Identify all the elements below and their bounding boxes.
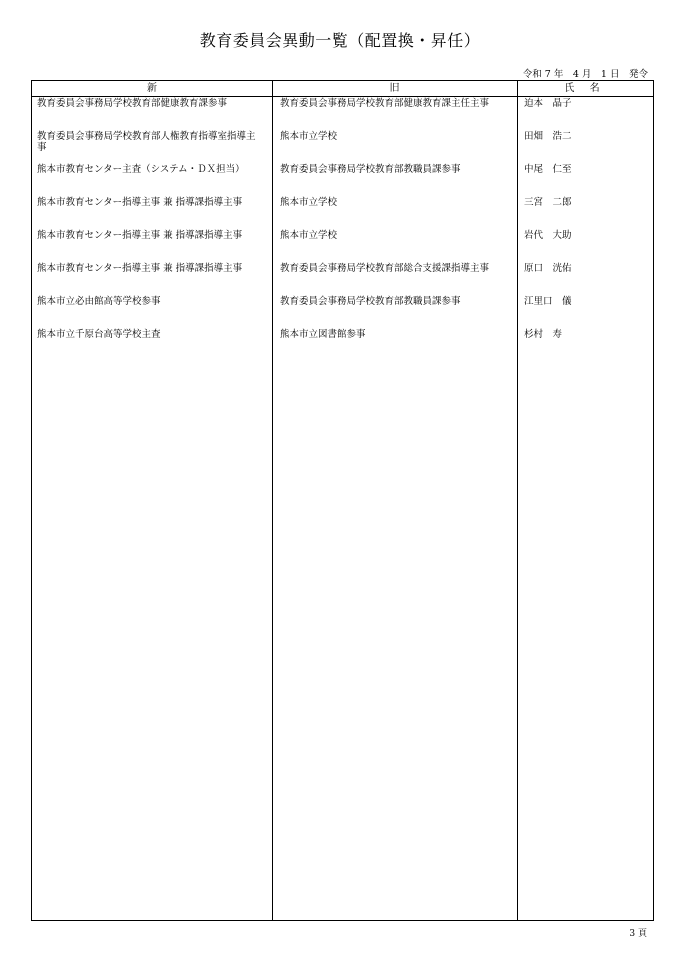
issue-date: 令和 7 年 4 月 1 日 発令 <box>522 69 648 80</box>
person-name: 中尾 仁至 <box>524 164 572 175</box>
new-position: 熊本市教育センター指導主事 兼 指導課指導主事 <box>37 263 243 274</box>
page-title: 教育委員会異動一覧（配置換・昇任） <box>199 31 481 50</box>
person-name: 原口 洸佑 <box>524 263 572 274</box>
old-position: 教育委員会事務局学校教育部教職員課参事 <box>280 296 461 307</box>
new-position: 熊本市教育センター指導主事 兼 指導課指導主事 <box>37 197 243 208</box>
new-position: 熊本市立千原台高等学校主査 <box>37 329 161 340</box>
person-name: 三宮 二郎 <box>524 197 572 208</box>
person-name: 江里口 儀 <box>524 296 572 307</box>
new-position: 熊本市教育センター指導主事 兼 指導課指導主事 <box>37 230 243 241</box>
new-position: 熊本市立必由館高等学校参事 <box>37 296 161 307</box>
table-row <box>32 231 653 263</box>
table-row <box>32 165 653 197</box>
table-header <box>32 81 653 97</box>
header-new: 新 <box>147 83 157 94</box>
old-position: 熊本市立学校 <box>280 230 338 241</box>
old-position: 熊本市立学校 <box>280 131 338 142</box>
old-position: 教育委員会事務局学校教育部健康教育課主任主事 <box>280 98 490 109</box>
table-row <box>32 198 653 230</box>
personnel-table <box>31 80 654 921</box>
table-row <box>32 330 653 362</box>
header-name: 氏 名 <box>564 83 606 94</box>
old-position: 教育委員会事務局学校教育部総合支援課指導主事 <box>280 263 490 274</box>
new-position: 教育委員会事務局学校教育部人権教育指導室指導主事 <box>37 131 256 153</box>
new-position: 熊本市教育センター主査（システム・ＤＸ担当） <box>37 164 245 175</box>
person-name: 田畑 浩二 <box>524 131 572 142</box>
new-position: 教育委員会事務局学校教育部健康教育課参事 <box>37 98 228 109</box>
table-row <box>32 99 653 131</box>
person-name: 杉村 寿 <box>524 329 563 340</box>
person-name: 岩代 大助 <box>524 230 572 241</box>
old-position: 教育委員会事務局学校教育部教職員課参事 <box>280 164 461 175</box>
old-position: 熊本市立学校 <box>280 197 338 208</box>
table-row <box>32 297 653 329</box>
table-row <box>32 132 653 164</box>
page-number: 3 頁 <box>629 929 647 939</box>
header-old: 旧 <box>389 83 400 94</box>
old-position: 熊本市立図書館参事 <box>280 329 366 340</box>
table-row <box>32 264 653 296</box>
person-name: 迫本 晶子 <box>524 98 572 109</box>
